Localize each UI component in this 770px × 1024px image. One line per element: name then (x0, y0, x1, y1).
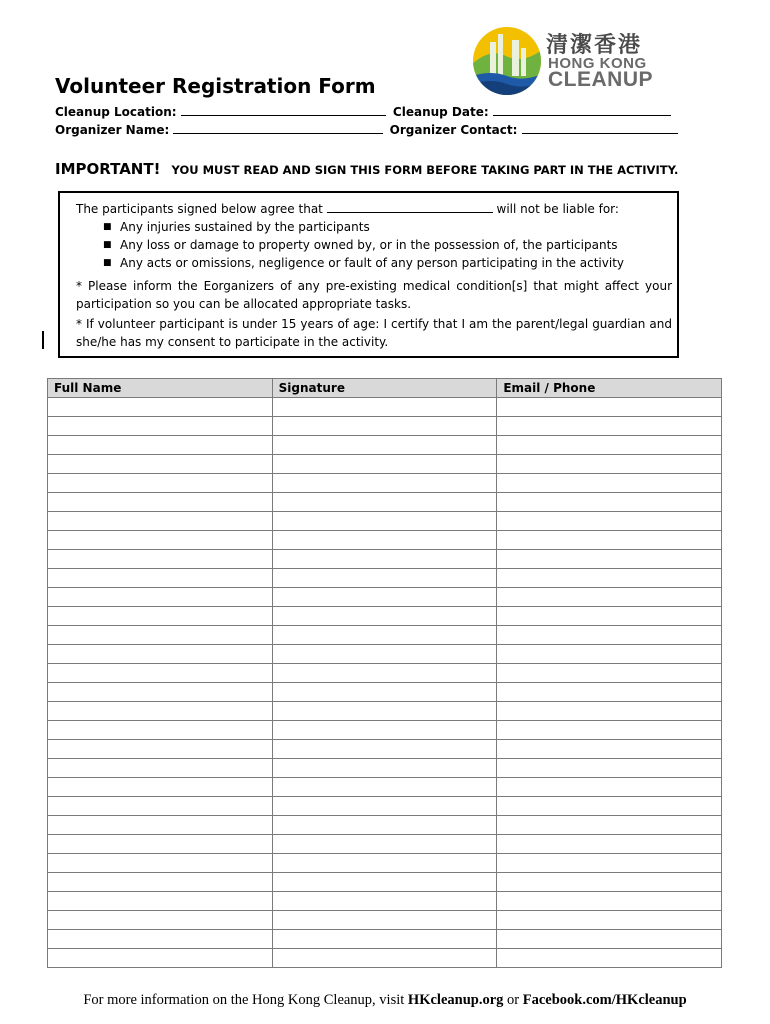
email-phone-cell[interactable] (497, 835, 722, 854)
table-row (48, 892, 722, 911)
full-name-cell[interactable] (48, 607, 273, 626)
signature-cell[interactable] (272, 816, 497, 835)
signature-cell[interactable] (272, 588, 497, 607)
full-name-cell[interactable] (48, 911, 273, 930)
organizer-name-label: Organizer Name: (55, 123, 170, 137)
full-name-cell[interactable] (48, 778, 273, 797)
signature-cell[interactable] (272, 569, 497, 588)
full-name-cell[interactable] (48, 474, 273, 493)
bullet-icon: ■ (103, 240, 112, 250)
table-row (48, 493, 722, 512)
footer-site-link[interactable]: HKcleanup.org (407, 992, 504, 1008)
table-row (48, 854, 722, 873)
full-name-cell[interactable] (48, 721, 273, 740)
signature-cell[interactable] (272, 835, 497, 854)
table-row (48, 759, 722, 778)
signature-cell[interactable] (272, 683, 497, 702)
table-row (48, 607, 722, 626)
full-name-cell[interactable] (48, 816, 273, 835)
important-notice (55, 159, 678, 178)
email-phone-cell[interactable] (497, 721, 722, 740)
table-row (48, 835, 722, 854)
table-row (48, 512, 722, 531)
full-name-cell[interactable] (48, 588, 273, 607)
signature-cell[interactable] (272, 892, 497, 911)
signature-cell[interactable] (272, 911, 497, 930)
signature-cell[interactable] (272, 949, 497, 968)
signature-cell[interactable] (272, 512, 497, 531)
footer-or: or (507, 992, 520, 1008)
logo-line1: HONG KONG (548, 55, 647, 72)
table-row (48, 949, 722, 968)
signature-cell[interactable] (272, 664, 497, 683)
full-name-cell[interactable] (48, 835, 273, 854)
email-phone-cell[interactable] (497, 588, 722, 607)
margin-mark (42, 331, 44, 349)
footer (0, 992, 770, 1009)
signature-cell[interactable] (272, 626, 497, 645)
email-phone-cell[interactable] (497, 417, 722, 436)
email-phone-cell[interactable] (497, 569, 722, 588)
liability-list (76, 218, 672, 272)
signature-cell[interactable] (272, 436, 497, 455)
table-row (48, 702, 722, 721)
full-name-cell[interactable] (48, 626, 273, 645)
email-phone-cell[interactable] (497, 873, 722, 892)
signature-cell[interactable] (272, 493, 497, 512)
table-row (48, 626, 722, 645)
full-name-cell[interactable] (48, 702, 273, 721)
table-row (48, 645, 722, 664)
email-phone-cell[interactable] (497, 740, 722, 759)
liability-box (58, 191, 679, 358)
cleanup-location-field[interactable] (181, 104, 386, 116)
signature-cell[interactable] (272, 702, 497, 721)
table-row (48, 531, 722, 550)
organizer-contact-field[interactable] (522, 122, 678, 134)
signature-cell[interactable] (272, 854, 497, 873)
full-name-cell[interactable] (48, 493, 273, 512)
table-row (48, 778, 722, 797)
logo-line2: CLEANUP (548, 68, 654, 91)
email-phone-cell[interactable] (497, 664, 722, 683)
liability-text (76, 200, 672, 351)
full-name-cell[interactable] (48, 797, 273, 816)
table-header-row (48, 379, 722, 398)
email-phone-cell[interactable] (497, 702, 722, 721)
signature-cell[interactable] (272, 930, 497, 949)
table-row (48, 664, 722, 683)
bullet-icon: ■ (103, 258, 112, 268)
full-name-cell[interactable] (48, 949, 273, 968)
email-phone-cell[interactable] (497, 626, 722, 645)
full-name-cell[interactable] (48, 759, 273, 778)
email-phone-cell[interactable] (497, 930, 722, 949)
email-phone-cell[interactable] (497, 455, 722, 474)
signature-cell[interactable] (272, 721, 497, 740)
email-phone-cell[interactable] (497, 949, 722, 968)
email-phone-cell[interactable] (497, 892, 722, 911)
signature-cell[interactable] (272, 740, 497, 759)
organization-name-field[interactable] (327, 201, 493, 213)
organizer-name-field[interactable] (173, 122, 383, 134)
full-name-cell[interactable] (48, 455, 273, 474)
liability-item (103, 254, 672, 272)
signature-cell[interactable] (272, 417, 497, 436)
liability-item (103, 236, 672, 254)
full-name-cell[interactable] (48, 436, 273, 455)
email-phone-cell[interactable] (497, 645, 722, 664)
full-name-cell[interactable] (48, 531, 273, 550)
table-row (48, 911, 722, 930)
intro-after: will not be liable for: (496, 202, 619, 216)
full-name-cell[interactable] (48, 512, 273, 531)
email-phone-cell[interactable] (497, 550, 722, 569)
logo-emblem-icon (472, 26, 542, 96)
email-phone-cell[interactable] (497, 436, 722, 455)
medical-note: * Please inform the Eorganizers of any pre-existing medical condition[s] that might affect your participation so you can be allocated appropriate tasks. (76, 279, 672, 311)
table-row (48, 816, 722, 835)
signature-cell[interactable] (272, 759, 497, 778)
email-phone-cell[interactable] (497, 911, 722, 930)
email-phone-cell[interactable] (497, 854, 722, 873)
bullet-icon: ■ (103, 222, 112, 232)
logo-chinese-name: 清潔香港 (546, 33, 643, 58)
cleanup-location-label: Cleanup Location: (55, 105, 177, 119)
full-name-cell[interactable] (48, 854, 273, 873)
column-header-signature: Signature (272, 379, 497, 398)
email-phone-cell[interactable] (497, 816, 722, 835)
email-phone-cell[interactable] (497, 797, 722, 816)
important-heading: IMPORTANT! (55, 160, 161, 178)
email-phone-cell[interactable] (497, 474, 722, 493)
table-row (48, 398, 722, 417)
signature-cell[interactable] (272, 474, 497, 493)
signature-cell[interactable] (272, 398, 497, 417)
organizer-contact-label: Organizer Contact: (389, 123, 518, 137)
email-phone-cell[interactable] (497, 759, 722, 778)
signature-cell[interactable] (272, 645, 497, 664)
intro-before: The participants signed below agree that (76, 202, 323, 216)
column-header-email-phone: Email / Phone (497, 379, 722, 398)
full-name-cell[interactable] (48, 417, 273, 436)
table-body (48, 398, 722, 968)
email-phone-cell[interactable] (497, 493, 722, 512)
signature-cell[interactable] (272, 778, 497, 797)
signature-cell[interactable] (272, 455, 497, 474)
full-name-cell[interactable] (48, 892, 273, 911)
signature-cell[interactable] (272, 607, 497, 626)
full-name-cell[interactable] (48, 550, 273, 569)
footer-facebook-link[interactable]: Facebook.com/HKcleanup (522, 992, 687, 1008)
hong-kong-cleanup-logo (472, 26, 652, 96)
liability-item-text: Any loss or damage to property owned by, or in the possession of, the participants (120, 238, 618, 252)
cleanup-date-label: Cleanup Date: (392, 105, 489, 119)
full-name-cell[interactable] (48, 683, 273, 702)
table-row (48, 474, 722, 493)
table-row (48, 588, 722, 607)
registration-table (47, 378, 722, 968)
table-row (48, 569, 722, 588)
email-phone-cell[interactable] (497, 683, 722, 702)
signature-cell[interactable] (272, 797, 497, 816)
signature-cell[interactable] (272, 550, 497, 569)
guardian-note: * If volunteer participant is under 15 years of age: I certify that I am the parent/legal guardian and she/he has my consent to participate in the activity. (76, 317, 672, 349)
form-title: Volunteer Registration Form (55, 74, 376, 98)
full-name-cell[interactable] (48, 740, 273, 759)
signature-cell[interactable] (272, 531, 497, 550)
meta-row-location-date (55, 104, 671, 119)
full-name-cell[interactable] (48, 645, 273, 664)
table-row (48, 873, 722, 892)
liability-item-text: Any injuries sustained by the participants (120, 220, 370, 234)
email-phone-cell[interactable] (497, 531, 722, 550)
liability-item (103, 218, 672, 236)
cleanup-date-field[interactable] (493, 104, 671, 116)
table-row (48, 930, 722, 949)
full-name-cell[interactable] (48, 930, 273, 949)
table-row (48, 417, 722, 436)
table-row (48, 550, 722, 569)
meta-row-organizer (55, 122, 678, 137)
full-name-cell[interactable] (48, 873, 273, 892)
table-row (48, 683, 722, 702)
table-row (48, 436, 722, 455)
table-row (48, 797, 722, 816)
signature-cell[interactable] (272, 873, 497, 892)
table-row (48, 740, 722, 759)
full-name-cell[interactable] (48, 569, 273, 588)
full-name-cell[interactable] (48, 664, 273, 683)
email-phone-cell[interactable] (497, 778, 722, 797)
table-row (48, 455, 722, 474)
liability-item-text: Any acts or omissions, negligence or fault of any person participating in the activity (120, 256, 624, 270)
full-name-cell[interactable] (48, 398, 273, 417)
column-header-full-name: Full Name (48, 379, 273, 398)
email-phone-cell[interactable] (497, 512, 722, 531)
important-text: YOU MUST READ AND SIGN THIS FORM BEFORE TAKING PART IN THE ACTIVITY. (171, 163, 679, 177)
table-row (48, 721, 722, 740)
email-phone-cell[interactable] (497, 607, 722, 626)
email-phone-cell[interactable] (497, 398, 722, 417)
liability-intro (76, 200, 672, 218)
footer-text: For more information on the Hong Kong Cleanup, visit (83, 992, 405, 1008)
